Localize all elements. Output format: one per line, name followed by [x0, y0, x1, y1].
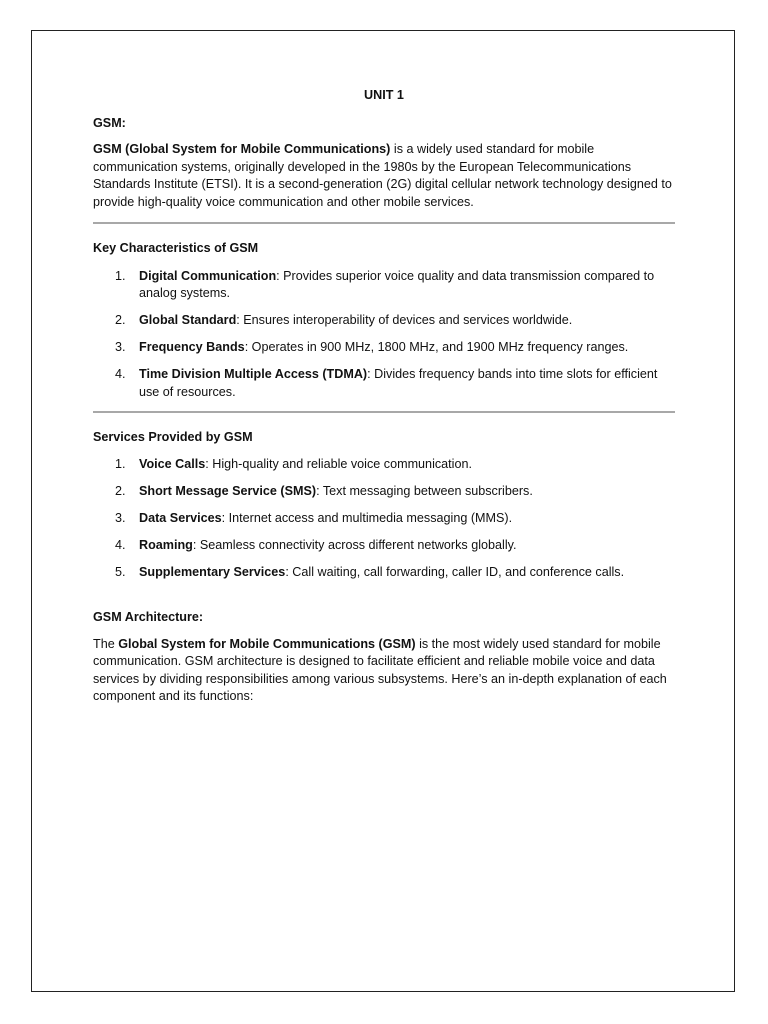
item-description: : Divides frequency bands into time slots for efficient use of resources.	[139, 367, 658, 399]
gsm-heading: GSM:	[93, 115, 126, 130]
item-term: Roaming	[139, 538, 193, 552]
section-divider	[93, 411, 675, 413]
list-item	[93, 483, 675, 501]
list-number: 1.	[115, 268, 126, 283]
list-number: 4.	[115, 538, 126, 552]
intro-text: is a widely used standard for mobile communication systems, originally developed in the 1980s by the European Telecommunications Standards Institute (ETSI). It is a second-generation (2G) digital cellular network technology designed to provide high-quality voice communication and other mobile services.	[93, 142, 672, 209]
item-term: Data Services	[139, 511, 222, 525]
item-term: Frequency Bands	[139, 340, 245, 354]
architecture-heading: GSM Architecture:	[93, 610, 204, 624]
item-description: : Seamless connectivity across different networks globally.	[192, 538, 517, 552]
list-number: 1.	[115, 457, 126, 471]
list-item	[93, 456, 675, 474]
list-item	[93, 366, 675, 401]
list-item	[93, 268, 675, 303]
services-list	[93, 456, 675, 582]
list-number: 3.	[115, 340, 126, 354]
item-description: : Internet access and multimedia messaging (MMS).	[221, 511, 513, 525]
item-description: : Operates in 900 MHz, 1800 MHz, and 1900 MHz frequency ranges.	[244, 340, 629, 354]
list-number: 4.	[115, 367, 126, 381]
list-item	[93, 339, 675, 357]
item-term: Short Message Service (SMS)	[139, 484, 317, 498]
list-item	[93, 510, 675, 528]
architecture-prefix: The	[93, 636, 119, 651]
intro-bold: GSM (Global System for Mobile Communications)	[93, 142, 391, 156]
list-number: 2.	[115, 484, 126, 498]
page-title: UNIT 1	[364, 88, 404, 102]
list-item	[93, 312, 675, 330]
item-description: : Provides superior voice quality and data transmission compared to analog systems.	[139, 268, 655, 300]
list-number: 3.	[115, 511, 126, 525]
list-item	[93, 537, 675, 555]
section-divider	[93, 222, 675, 224]
item-term: Supplementary Services	[139, 565, 286, 579]
architecture-paragraph	[93, 636, 675, 706]
architecture-bold: Global System for Mobile Communications (GSM)	[118, 636, 416, 651]
item-term: Global Standard	[139, 313, 237, 327]
item-description: : Ensures interoperability of devices and services worldwide.	[236, 313, 573, 327]
intro-paragraph	[93, 141, 675, 211]
document-body	[93, 87, 675, 706]
architecture-text: is the most widely used standard for mobile communication. GSM architecture is designed to facilitate efficient and reliable mobile voice and data services by dividing responsibilities among various subsystems. Here’s an in-depth explanation of each component and its functions:	[93, 636, 667, 703]
characteristics-list	[93, 268, 675, 402]
spacer	[93, 591, 675, 609]
characteristics-heading: Key Characteristics of GSM	[93, 241, 259, 255]
list-number: 2.	[115, 313, 126, 327]
list-item	[93, 564, 675, 582]
list-number: 5.	[115, 565, 126, 579]
services-heading: Services Provided by GSM	[93, 429, 253, 444]
item-term: Voice Calls	[139, 457, 206, 471]
item-term: Digital Communication	[139, 268, 277, 283]
item-description: : Call waiting, call forwarding, caller ID, and conference calls.	[285, 565, 625, 579]
item-description: : Text messaging between subscribers.	[316, 484, 533, 498]
item-description: : High-quality and reliable voice communication.	[205, 457, 472, 471]
item-term: Time Division Multiple Access (TDMA)	[139, 367, 368, 381]
